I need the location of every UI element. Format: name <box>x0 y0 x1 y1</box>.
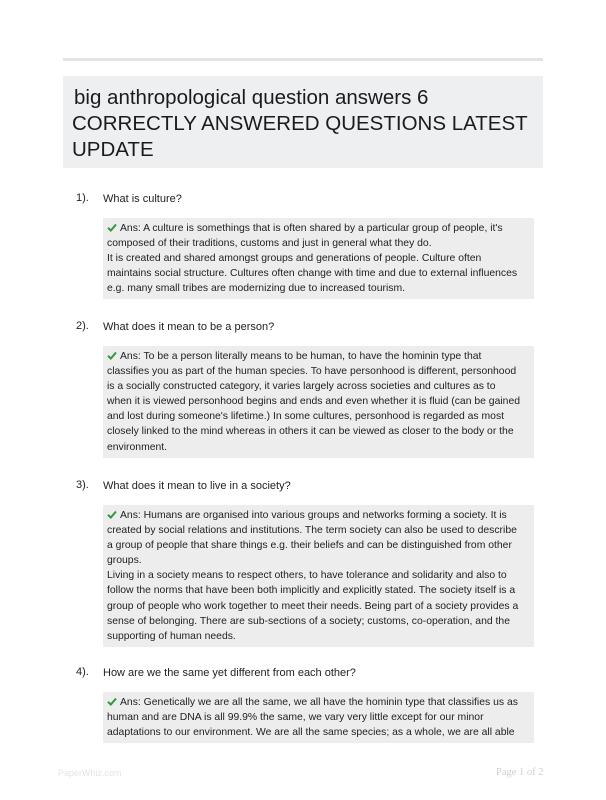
answer-line: adaptations to our environment. We are all the same species; as a whole, we are all able <box>107 727 515 739</box>
question-text: What does it mean to be a person? <box>103 321 275 333</box>
answer-line: when it is viewed personhood begins and ends and even whether it is fluid (can be gained <box>107 396 521 408</box>
answer-line: Living in a society means to respect others, to have tolerance and solidarity and also to <box>107 570 507 582</box>
answer-line: supporting of human needs. <box>107 630 236 642</box>
answer-box-4 <box>103 692 534 743</box>
answer-line: a group of people that share things e.g. their beliefs and can be distinguished from other <box>107 540 512 552</box>
page-indicator: Page 1 of 2 <box>496 767 544 778</box>
answer-line: Ans: To be a person literally means to be human, to have the hominin type that <box>107 349 530 364</box>
checkmark-icon <box>107 223 117 232</box>
checkmark-icon <box>107 697 117 706</box>
question-number: 2). <box>76 320 89 332</box>
answer-line: follow the norms that have been both implicitly and explicitly stated. The society itself is a <box>107 585 516 597</box>
answer-line: environment. <box>107 441 168 453</box>
title-line: big anthropological question answers 6 <box>74 86 429 109</box>
answer-box-1 <box>103 218 534 299</box>
answer-line: closely linked to the mind whereas in others it can be viewed as closer to the body or the <box>107 426 514 438</box>
answer-line: composed of their traditions, customs and just in general what they do. <box>107 238 432 250</box>
answer-line: Ans: Genetically we are all the same, we all have the hominin type that classifies us as <box>107 695 530 710</box>
footer-watermark: PaperWhiz.com <box>58 768 122 778</box>
top-divider <box>63 58 543 61</box>
answer-line: e.g. many small tribes are modernizing due to increased tourism. <box>107 283 406 295</box>
answer-line: It is created and shared amongst groups and generations of people. Culture often <box>107 253 482 265</box>
answer-box-3 <box>103 505 534 647</box>
answer-line: human and are DNA is all 99.9% the same, we vary very little except for our minor <box>107 712 484 724</box>
question-text: What does it mean to live in a society? <box>103 480 291 492</box>
title-line: UPDATE <box>72 138 154 161</box>
answer-line: is a socially constructed category, it varies largely across societies and cultures as to <box>107 381 496 393</box>
question-number: 4). <box>76 666 89 678</box>
title-line: CORRECTLY ANSWERED QUESTIONS LATEST <box>72 112 528 135</box>
document-title <box>63 76 543 168</box>
question-text: How are we the same yet different from each other? <box>103 667 356 679</box>
answer-box-2 <box>103 346 534 458</box>
checkmark-icon <box>107 351 117 360</box>
answer-line: Ans: A culture is somethings that is often shared by a particular group of people, it's <box>107 221 530 236</box>
answer-line: Ans: Humans are organised into various groups and networks forming a society. It is <box>107 508 530 523</box>
answer-line: groups. <box>107 555 142 567</box>
answer-line: and lost during someone's lifetime.) In some cultures, personhood is regarded as most <box>107 411 505 423</box>
question-number: 3). <box>76 479 89 491</box>
question-number: 1). <box>76 192 89 204</box>
answer-line: created by social relations and institutions. The term society can also be used to describe <box>107 525 517 537</box>
answer-line: classifies you as part of the human species. To have personhood is different, personhood <box>107 366 517 378</box>
answer-line: sense of belonging. There are sub-sections of a society; customs, co-operation, and the <box>107 615 510 627</box>
question-text: What is culture? <box>103 193 182 205</box>
answer-line: maintains social structure. Cultures often change with time and due to external influences <box>107 268 518 280</box>
answer-line: group of people who work together to meet their needs. Being part of a society provides a <box>107 600 519 612</box>
checkmark-icon <box>107 510 117 519</box>
